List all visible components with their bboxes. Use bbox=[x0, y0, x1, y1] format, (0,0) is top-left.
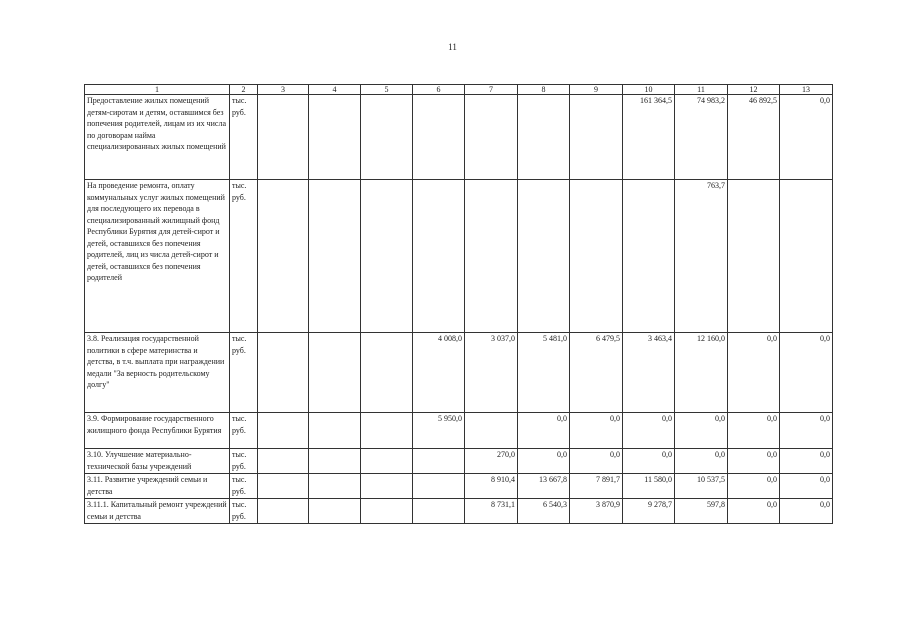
page-number: 11 bbox=[448, 42, 457, 52]
row-unit: тыс. руб. bbox=[230, 449, 258, 474]
table-cell: 0,0 bbox=[675, 413, 728, 449]
table-cell bbox=[361, 333, 413, 413]
table-row bbox=[85, 474, 833, 499]
table-cell bbox=[309, 413, 361, 449]
header-row bbox=[85, 85, 833, 95]
table-cell: 3 463,4 bbox=[623, 333, 675, 413]
row-name: 3.8. Реализация государственной политики в сфере материнства и детства, в т.ч. выплата при награждении медали "За верность родительскому долгу" bbox=[85, 333, 230, 413]
header-cell: 7 bbox=[465, 85, 518, 95]
table-cell: 8 731,1 bbox=[465, 499, 518, 524]
table-cell bbox=[361, 474, 413, 499]
table-cell: 0,0 bbox=[780, 449, 833, 474]
table-cell bbox=[258, 474, 309, 499]
table-cell bbox=[518, 95, 570, 180]
table-cell: 11 580,0 bbox=[623, 474, 675, 499]
header-cell: 1 bbox=[85, 85, 230, 95]
table-cell: 13 667,8 bbox=[518, 474, 570, 499]
table-cell: 3 037,0 bbox=[465, 333, 518, 413]
table-cell bbox=[570, 95, 623, 180]
row-unit: тыс. руб. bbox=[230, 474, 258, 499]
header-cell: 13 bbox=[780, 85, 833, 95]
header-cell: 3 bbox=[258, 85, 309, 95]
table-cell: 597,8 bbox=[675, 499, 728, 524]
row-unit: тыс. руб. bbox=[230, 333, 258, 413]
table-cell: 12 160,0 bbox=[675, 333, 728, 413]
table-cell bbox=[309, 499, 361, 524]
table-row bbox=[85, 449, 833, 474]
row-unit: тыс. руб. bbox=[230, 413, 258, 449]
table-cell: 0,0 bbox=[780, 333, 833, 413]
row-unit: тыс. руб. bbox=[230, 499, 258, 524]
table-cell: 0,0 bbox=[570, 449, 623, 474]
table-cell: 4 008,0 bbox=[413, 333, 465, 413]
table-cell bbox=[413, 499, 465, 524]
budget-table bbox=[84, 84, 833, 524]
row-unit: тыс. руб. bbox=[230, 95, 258, 180]
row-name: На проведение ремонта, оплату коммунальных услуг жилых помещений для последующего их перевода в специализированный жилищный фонд Республики Бурятия для детей-сирот и детей, оставшихся без попечения родителей, лиц из числа детей-сирот и детей, оставшихся без попечения родителей bbox=[85, 180, 230, 333]
table-cell bbox=[780, 180, 833, 333]
row-name: 3.11.1. Капитальный ремонт учреждений семьи и детства bbox=[85, 499, 230, 524]
table-cell: 5 950,0 bbox=[413, 413, 465, 449]
table-cell bbox=[258, 95, 309, 180]
row-name: 3.9. Формирование государственного жилищного фонда Республики Бурятия bbox=[85, 413, 230, 449]
table-cell bbox=[570, 180, 623, 333]
table-row bbox=[85, 413, 833, 449]
table-row bbox=[85, 499, 833, 524]
table-cell bbox=[309, 333, 361, 413]
table-cell: 0,0 bbox=[728, 474, 780, 499]
table-cell bbox=[361, 180, 413, 333]
table-cell bbox=[258, 180, 309, 333]
header-cell: 12 bbox=[728, 85, 780, 95]
table-cell: 0,0 bbox=[623, 449, 675, 474]
header-cell: 8 bbox=[518, 85, 570, 95]
table-cell bbox=[623, 180, 675, 333]
table-cell bbox=[465, 180, 518, 333]
table-row bbox=[85, 333, 833, 413]
table-cell bbox=[258, 449, 309, 474]
table-cell bbox=[413, 180, 465, 333]
table-cell bbox=[258, 499, 309, 524]
table-cell: 0,0 bbox=[518, 413, 570, 449]
table-cell bbox=[413, 95, 465, 180]
table-row bbox=[85, 180, 833, 333]
table-cell: 0,0 bbox=[728, 499, 780, 524]
table-cell bbox=[309, 474, 361, 499]
table-cell: 10 537,5 bbox=[675, 474, 728, 499]
table-cell: 5 481,0 bbox=[518, 333, 570, 413]
table-cell: 0,0 bbox=[728, 333, 780, 413]
header-cell: 10 bbox=[623, 85, 675, 95]
table-cell: 270,0 bbox=[465, 449, 518, 474]
row-name: 3.11. Развитие учреждений семьи и детства bbox=[85, 474, 230, 499]
table-cell: 0,0 bbox=[780, 499, 833, 524]
table-cell: 7 891,7 bbox=[570, 474, 623, 499]
table-cell bbox=[309, 180, 361, 333]
header-cell: 6 bbox=[413, 85, 465, 95]
header-cell: 9 bbox=[570, 85, 623, 95]
table-cell: 0,0 bbox=[675, 449, 728, 474]
table-cell bbox=[258, 413, 309, 449]
table-cell bbox=[728, 180, 780, 333]
table-cell: 6 479,5 bbox=[570, 333, 623, 413]
table-cell: 0,0 bbox=[570, 413, 623, 449]
row-name: Предоставление жилых помещений детям-сиротам и детям, оставшимся без попечения родителей, лицам из их числа по договорам найма специализированных жилых помещений bbox=[85, 95, 230, 180]
header-cell: 4 bbox=[309, 85, 361, 95]
table-cell: 6 540,3 bbox=[518, 499, 570, 524]
table-row bbox=[85, 95, 833, 180]
table-cell: 46 892,5 bbox=[728, 95, 780, 180]
table-cell bbox=[309, 449, 361, 474]
header-cell: 2 bbox=[230, 85, 258, 95]
table-cell: 0,0 bbox=[780, 413, 833, 449]
header-cell: 5 bbox=[361, 85, 413, 95]
table-cell bbox=[465, 95, 518, 180]
table-cell: 0,0 bbox=[728, 449, 780, 474]
table-cell: 9 278,7 bbox=[623, 499, 675, 524]
table-cell bbox=[518, 180, 570, 333]
table-cell: 0,0 bbox=[780, 474, 833, 499]
row-name: 3.10. Улучшение материально-технической базы учреждений bbox=[85, 449, 230, 474]
row-unit: тыс. руб. bbox=[230, 180, 258, 333]
table-cell: 0,0 bbox=[728, 413, 780, 449]
table-cell: 0,0 bbox=[518, 449, 570, 474]
header-cell: 11 bbox=[675, 85, 728, 95]
table-cell: 161 364,5 bbox=[623, 95, 675, 180]
table-cell bbox=[413, 474, 465, 499]
table-cell: 74 983,2 bbox=[675, 95, 728, 180]
table-cell: 3 870,9 bbox=[570, 499, 623, 524]
table-cell: 763,7 bbox=[675, 180, 728, 333]
table-cell bbox=[413, 449, 465, 474]
table-cell: 0,0 bbox=[780, 95, 833, 180]
table-cell bbox=[361, 95, 413, 180]
table-cell bbox=[258, 333, 309, 413]
table-cell bbox=[361, 449, 413, 474]
table-cell: 8 910,4 bbox=[465, 474, 518, 499]
table-cell bbox=[465, 413, 518, 449]
table-cell bbox=[361, 413, 413, 449]
table-cell bbox=[361, 499, 413, 524]
table-cell: 0,0 bbox=[623, 413, 675, 449]
table-cell bbox=[309, 95, 361, 180]
